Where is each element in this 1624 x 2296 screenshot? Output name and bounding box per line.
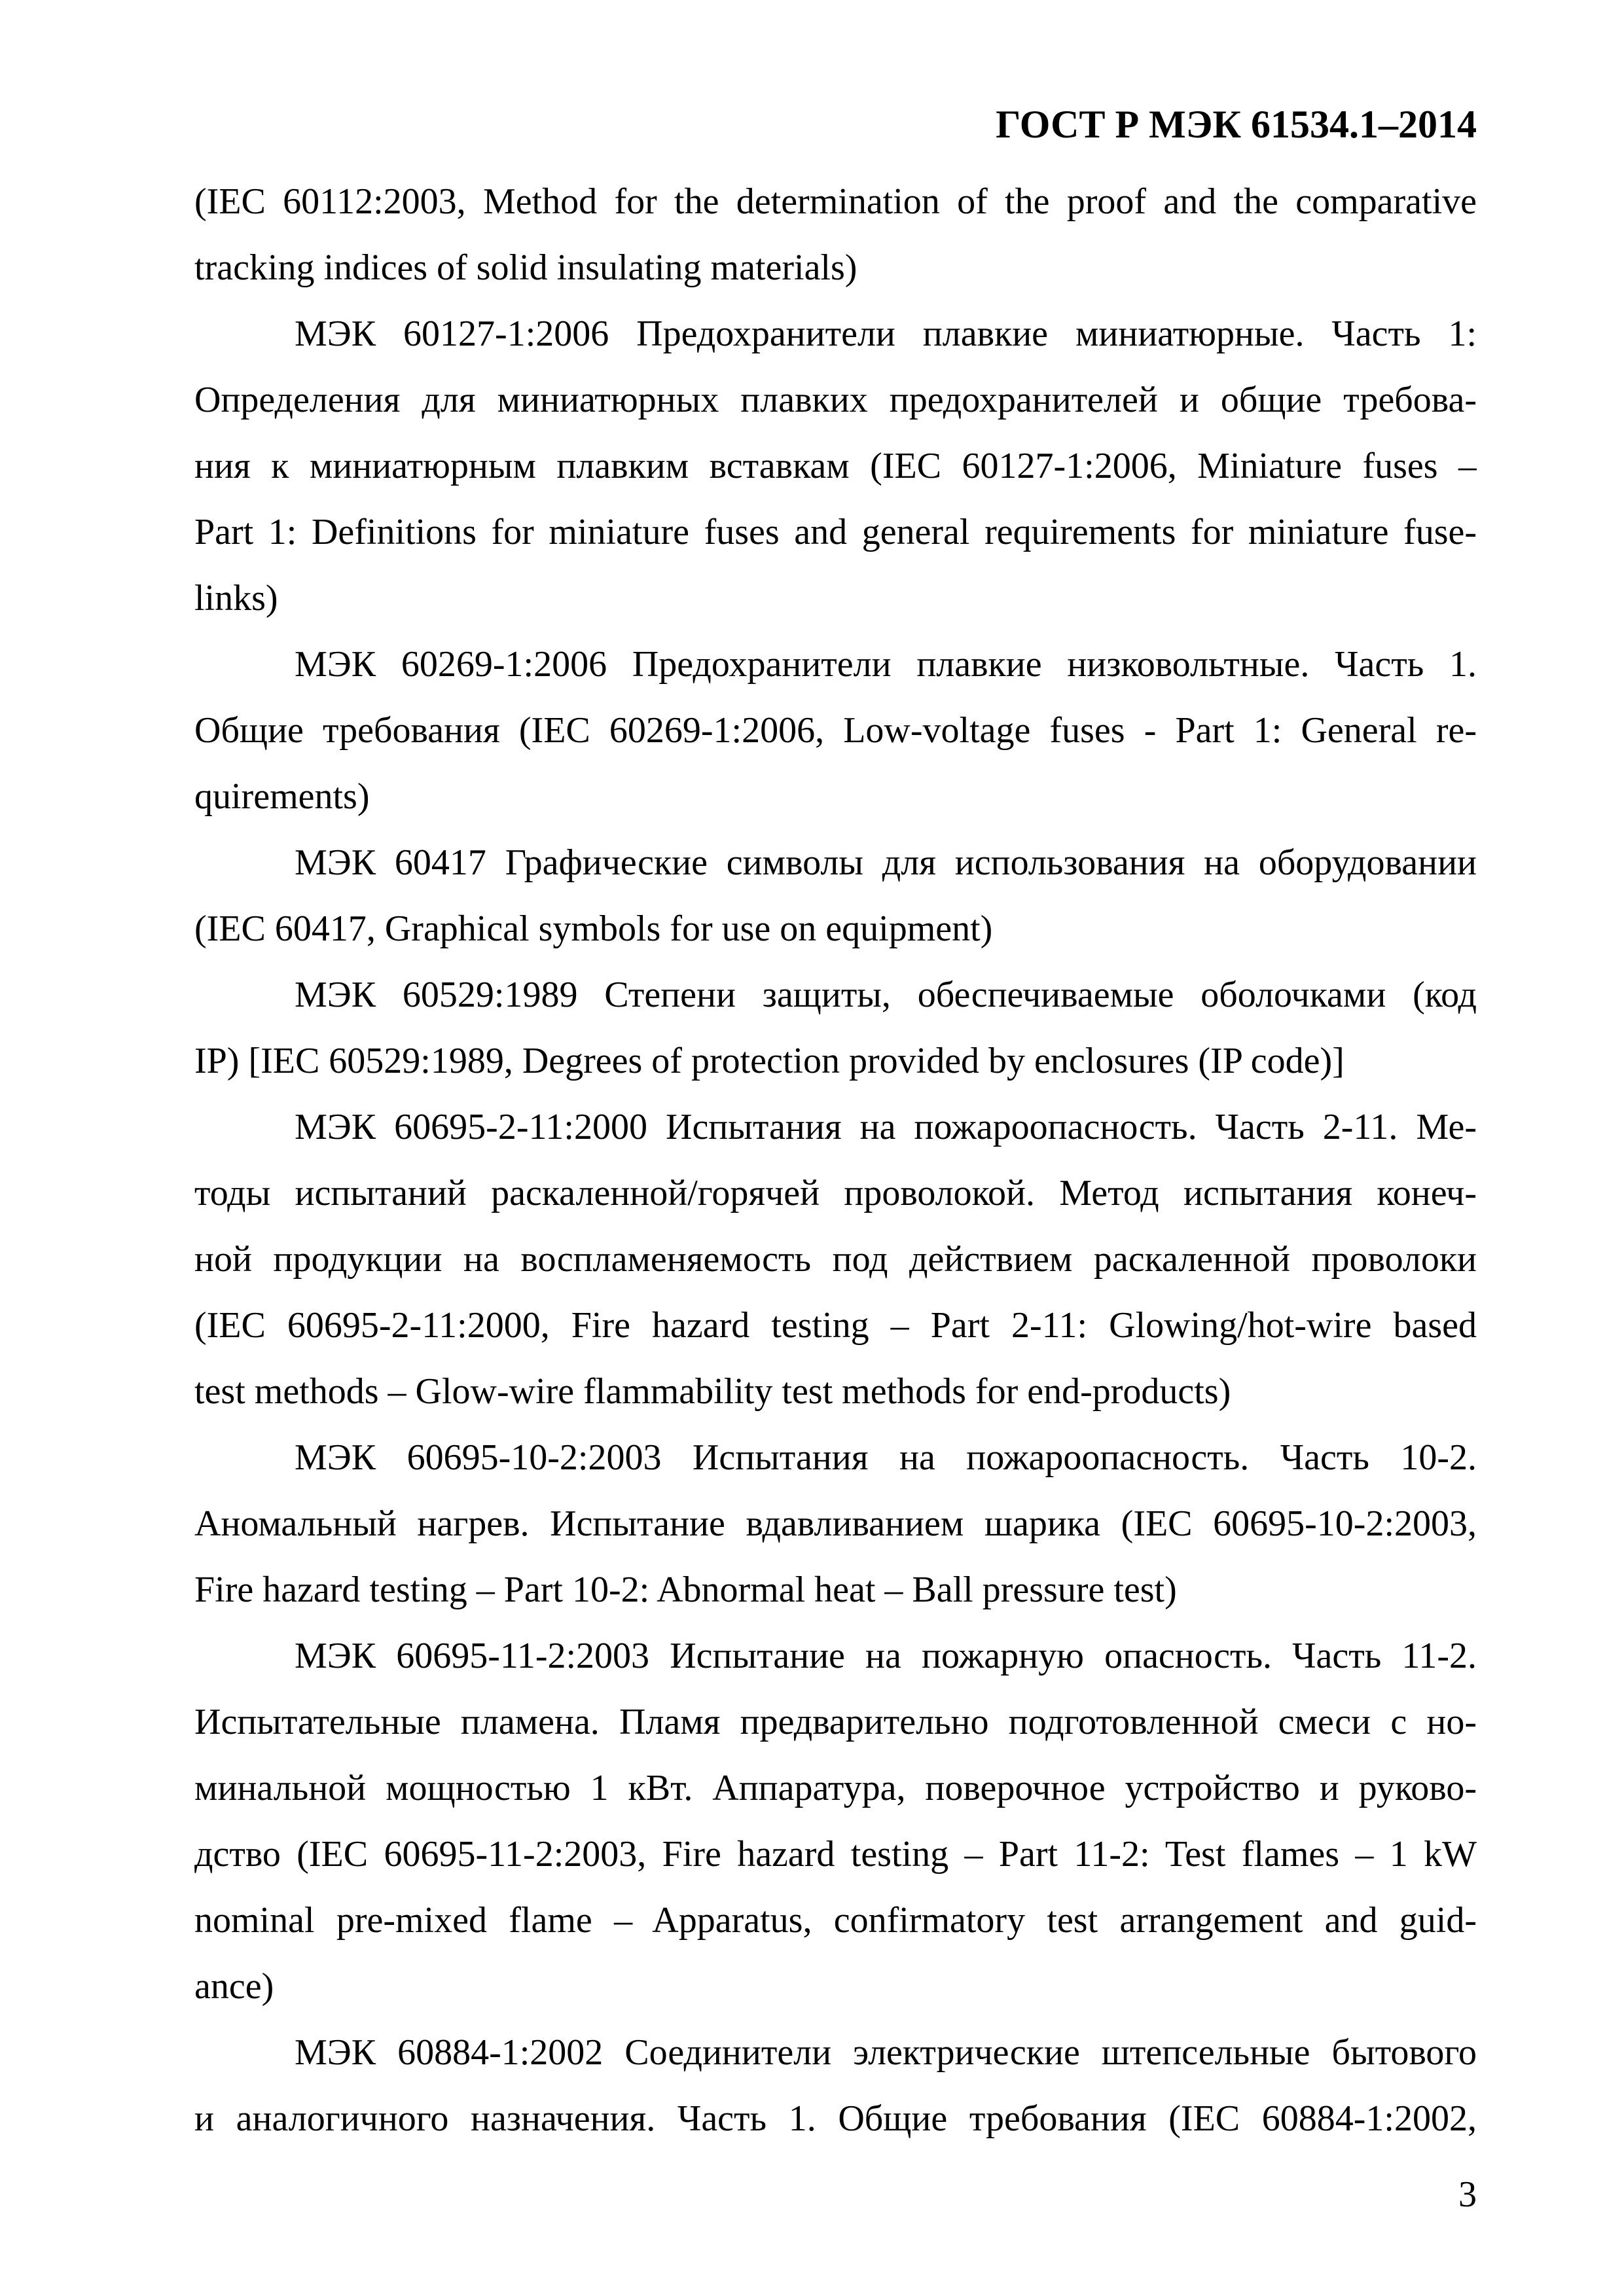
document-body [194, 169, 1477, 2152]
text-line: МЭК 60695-10-2:2003 Испытания на пожароопасность. Часть 10-2. [295, 1437, 1477, 1478]
text-line: (IEC 60695-2-11:2000, Fire hazard testing – Part 2-11: Glowing/hot-wire based [194, 1305, 1477, 1346]
text-line: links) [194, 578, 278, 619]
paragraph [194, 1425, 1477, 1623]
text-line: МЭК 60695-2-11:2000 Испытания на пожароопасность. Часть 2-11. Ме- [295, 1107, 1477, 1147]
document-header: ГОСТ Р МЭК 61534.1–2014 [996, 103, 1477, 146]
text-line: минальной мощностью 1 кВт. Аппаратура, поверочное устройство и руково- [194, 1768, 1477, 1808]
page-number: 3 [1458, 2174, 1477, 2215]
text-line: Part 1: Definitions for miniature fuses and general requirements for miniature fuse- [194, 512, 1477, 552]
text-line: дство (IEC 60695-11-2:2003, Fire hazard testing – Part 11-2: Test flames – 1 kW [194, 1834, 1477, 1874]
paragraph [194, 2020, 1477, 2152]
paragraph [194, 169, 1477, 301]
text-line: Испытательные пламена. Пламя предварительно подготовленной смеси с но- [194, 1702, 1477, 1742]
text-line: тоды испытаний раскаленной/горячей проволокой. Метод испытания конеч- [194, 1173, 1477, 1213]
paragraph [194, 1094, 1477, 1425]
text-line: Определения для миниатюрных плавких предохранителей и общие требова- [194, 380, 1477, 420]
text-line: nominal pre-mixed flame – Apparatus, confirmatory test arrangement and guid- [194, 1900, 1477, 1941]
text-line: МЭК 60417 Графические символы для использования на оборудовании [295, 842, 1477, 883]
text-line: test methods – Glow-wire flammability test methods for end-products) [194, 1371, 1231, 1412]
text-line: (IEC 60417, Graphical symbols for use on equipment) [194, 908, 993, 949]
paragraph [194, 632, 1477, 830]
text-line: МЭК 60269-1:2006 Предохранители плавкие низковольтные. Часть 1. [295, 644, 1477, 685]
paragraph [194, 301, 1477, 632]
text-line: МЭК 60884-1:2002 Соединители электрические штепсельные бытового [295, 2032, 1477, 2073]
text-line: ной продукции на воспламеняемость под действием раскаленной проволоки [194, 1239, 1477, 1280]
text-line: (IEC 60112:2003, Method for the determination of the proof and the comparative [194, 181, 1477, 222]
text-line: quirements) [194, 776, 370, 817]
paragraph [194, 1623, 1477, 2020]
text-line: МЭК 60529:1989 Степени защиты, обеспечиваемые оболочками (код [295, 975, 1477, 1015]
text-line: Общие требования (IEC 60269-1:2006, Low-voltage fuses - Part 1: General re- [194, 710, 1477, 751]
text-line: tracking indices of solid insulating materials) [194, 247, 857, 288]
text-line: и аналогичного назначения. Часть 1. Общие требования (IEC 60884-1:2002, [194, 2098, 1477, 2139]
paragraph [194, 962, 1477, 1094]
text-line: Аномальный нагрев. Испытание вдавливанием шарика (IEC 60695-10-2:2003, [194, 1503, 1477, 1544]
paragraph [194, 830, 1477, 962]
text-line: МЭК 60695-11-2:2003 Испытание на пожарную опасность. Часть 11-2. [295, 1636, 1477, 1676]
text-line: МЭК 60127-1:2006 Предохранители плавкие миниатюрные. Часть 1: [295, 314, 1477, 354]
text-line: Fire hazard testing – Part 10-2: Abnormal heat – Ball pressure test) [194, 1570, 1177, 1610]
text-line: ance) [194, 1966, 274, 2007]
text-line: IP) [IEC 60529:1989, Degrees of protection provided by enclosures (IP code)] [194, 1041, 1344, 1081]
text-line: ния к миниатюрным плавким вставкам (IEC 60127-1:2006, Miniature fuses – [194, 446, 1477, 486]
